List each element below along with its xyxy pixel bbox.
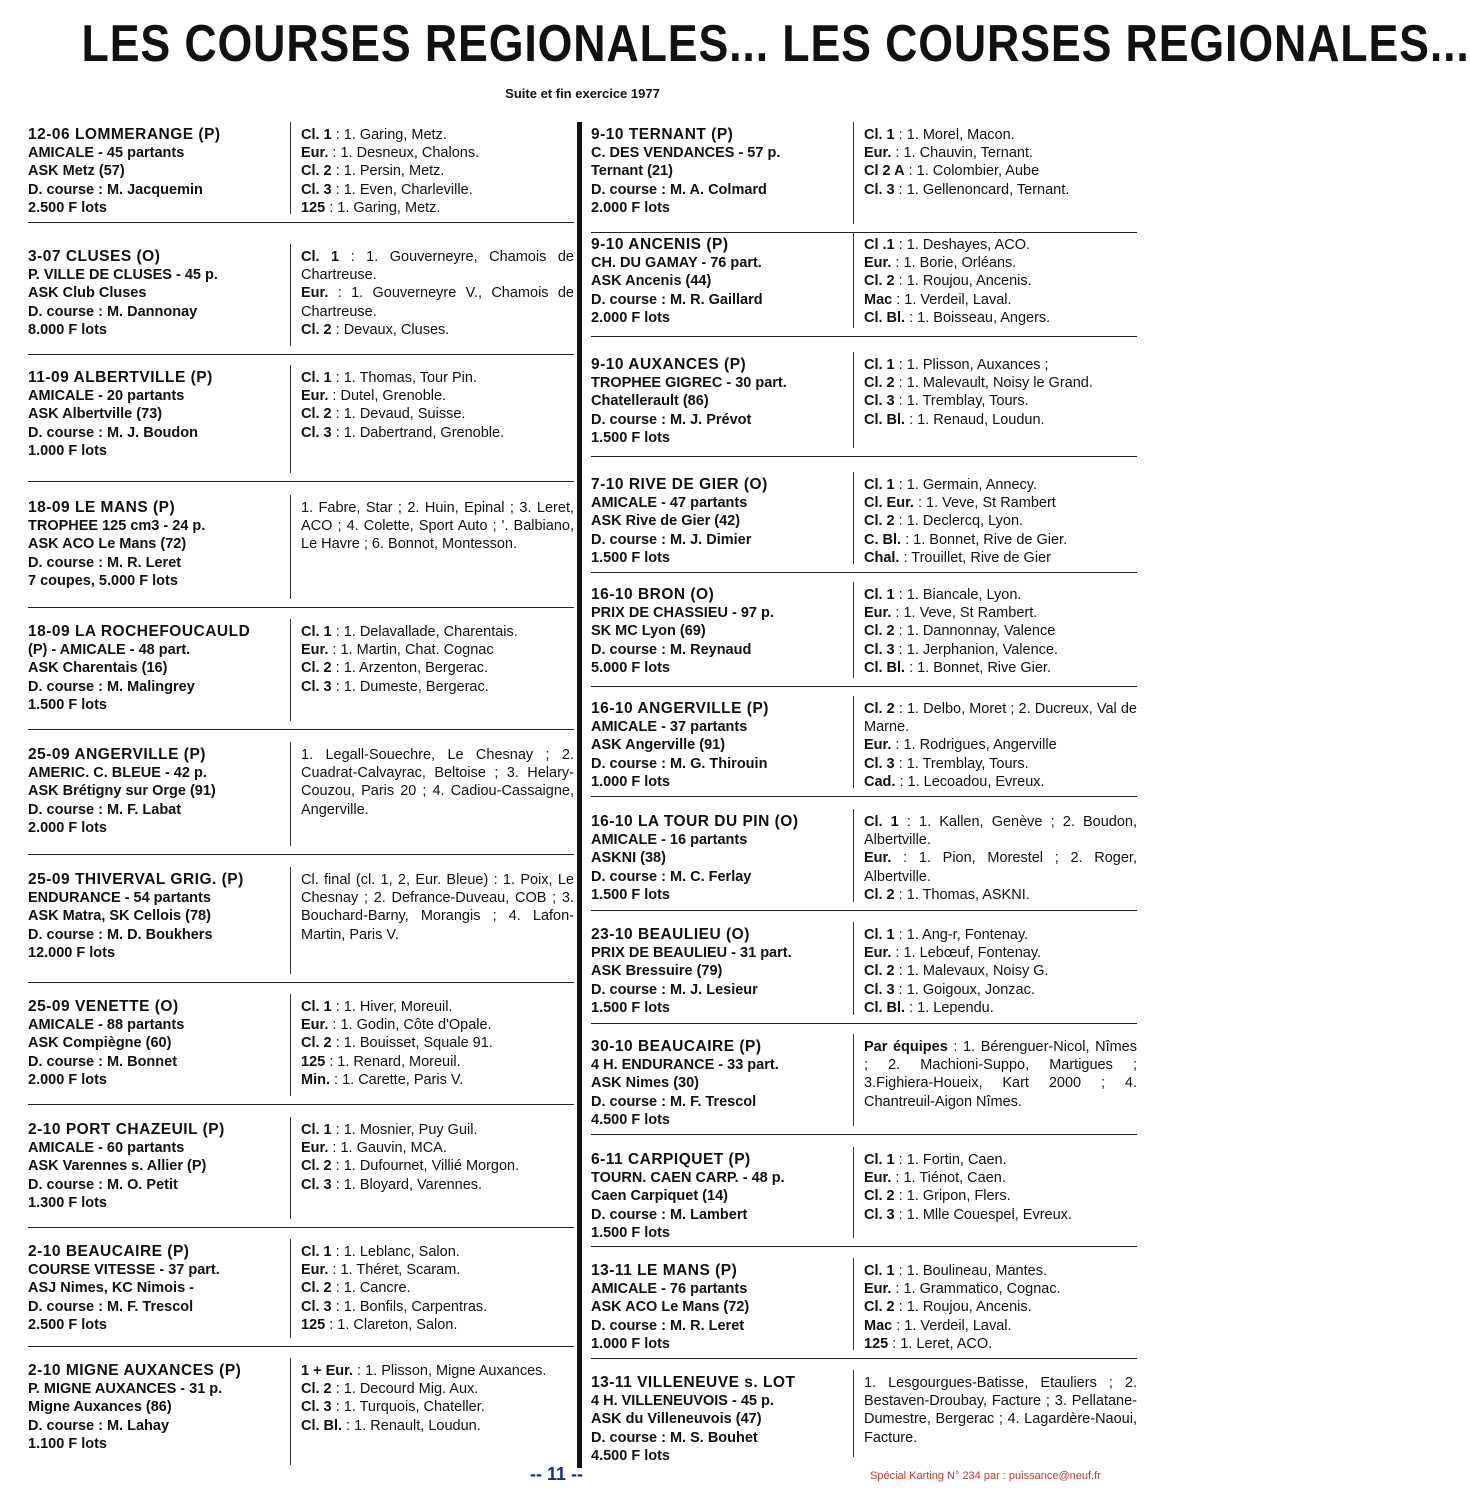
- race-info: [28, 495, 290, 607]
- race-results: Cl. 1 : 1. Germain, Annecy. Cl. Eur. : 1. Veve, St Rambert Cl. 2 : 1. Declercq, Lyon. C. Bl. : 1. Bonnet, Rive de Gier. Chal. : Trouillet, Rive de Gier: [853, 472, 1137, 564]
- race-info-line: D. course : M. R. Gaillard: [591, 291, 763, 308]
- race-info-line: SK MC Lyon (69): [591, 623, 706, 640]
- race-entry: [28, 1117, 574, 1228]
- race-info-line: AMICALE - 76 partants: [591, 1281, 748, 1298]
- race-info-line: 8.000 F lots: [28, 321, 107, 338]
- race-info-line: ASK Angerville (91): [591, 737, 726, 754]
- race-entry: [28, 742, 574, 855]
- race-results: Cl. final (cl. 1, 2, Eur. Bleue) : 1. Poix, Le Chesnay ; 2. Defrance-Duveau, COB ; 3. Bouchard-Barny, Morangis ; 4. Lafon-Martin, Paris V.: [290, 867, 574, 974]
- race-title: 25-09 THIVERVAL GRIG. (P): [28, 871, 244, 888]
- race-info-line: D. course : M. Lahay: [28, 1417, 170, 1434]
- race-info-line: 2.500 F lots: [28, 199, 107, 216]
- race-info-line: P. MIGNE AUXANCES - 31 p.: [28, 1381, 223, 1398]
- race-info-line: 2.000 F lots: [591, 309, 670, 326]
- race-info-line: D. course : M. Dannonay: [28, 303, 198, 320]
- race-title: 11-09 ALBERTVILLE (P): [28, 369, 213, 386]
- race-results: Cl. 1 : 1. Gouverneyre, Chamois de Chartreuse. Eur. : 1. Gouverneyre V., Chamois de Chartreuse. Cl. 2 : Devaux, Cluses.: [290, 244, 574, 346]
- left-column: [28, 122, 574, 1462]
- race-info: [591, 582, 853, 686]
- race-info-line: 1.500 F lots: [591, 1224, 670, 1241]
- race-info: [28, 1117, 290, 1227]
- race-results: Cl. 1 : 1. Ang-r, Fontenay. Eur. : 1. Lebœuf, Fontenay. Cl. 2 : 1. Malevaux, Noisy G. Cl. 3 : 1. Goigoux, Jonzac. Cl. Bl. : 1. Lependu.: [853, 922, 1137, 1015]
- race-info-line: TROPHEE 125 cm3 - 24 p.: [28, 518, 206, 535]
- race-info-line: AMICALE - 60 partants: [28, 1140, 185, 1157]
- race-info-line: TROPHEE GIGREC - 30 part.: [591, 375, 787, 392]
- race-info-line: 4.500 F lots: [591, 1447, 670, 1464]
- race-title: 2-10 MIGNE AUXANCES (P): [28, 1362, 242, 1379]
- race-info: [591, 1258, 853, 1358]
- footer-credit: Spécial Karting N° 234 par : puissance@neuf.fr: [870, 1470, 1101, 1482]
- race-info-line: Chatellerault (86): [591, 393, 709, 410]
- race-info: [591, 122, 853, 232]
- race-info-line: Caen Carpiquet (14): [591, 1188, 728, 1205]
- race-title: 7-10 RIVE DE GIER (O): [591, 476, 768, 493]
- race-info-line: ASK ACO Le Mans (72): [591, 1299, 750, 1316]
- race-info-line: AMICALE - 88 partants: [28, 1017, 185, 1034]
- race-title: 16-10 BRON (O): [591, 586, 715, 603]
- race-info-line: ASK Compiègne (60): [28, 1035, 172, 1052]
- race-info: [591, 1147, 853, 1246]
- race-info-line: AMICALE - 47 partants: [591, 495, 748, 512]
- race-info-line: 1.100 F lots: [28, 1435, 107, 1452]
- race-entry: [28, 994, 574, 1105]
- page-subtitle: Suite et fin exercice 1977: [505, 86, 660, 101]
- race-info-line: C. DES VENDANCES - 57 p.: [591, 145, 781, 162]
- race-entry: [591, 122, 1137, 233]
- race-title: 25-09 ANGERVILLE (P): [28, 746, 206, 763]
- race-info-line: AMICALE - 45 partants: [28, 145, 185, 162]
- race-entry: [28, 244, 574, 355]
- race-title: 23-10 BEAULIEU (O): [591, 926, 750, 943]
- column-divider: [577, 122, 582, 1468]
- race-entry: [28, 1358, 574, 1473]
- race-info: [591, 352, 853, 456]
- race-entry: [591, 809, 1137, 911]
- race-info-line: 2.000 F lots: [591, 199, 670, 216]
- race-info-line: CH. DU GAMAY - 76 part.: [591, 255, 762, 272]
- race-results: Par équipes : 1. Bérenguer-Nicol, Nîmes ; 2. Machioni-Suppo, Martigues ; 3.Fighiera-Houeix, Kart 2000 ; 4. Chantreuil-Aigon Nîmes.: [853, 1034, 1137, 1126]
- race-info: [28, 742, 290, 854]
- race-info: [28, 244, 290, 354]
- race-results: Cl. 1 : 1. Morel, Macon. Eur. : 1. Chauvin, Ternant. Cl 2 A : 1. Colombier, Aube Cl. 3 : 1. Gellenoncard, Ternant.: [853, 122, 1137, 224]
- race-title: 12-06 LOMMERANGE (P): [28, 126, 221, 143]
- race-info-line: D. course : M. J. Prévot: [591, 411, 752, 428]
- race-title: 30-10 BEAUCAIRE (P): [591, 1038, 762, 1055]
- race-info-line: 1.000 F lots: [28, 442, 107, 459]
- race-info-line: COURSE VITESSE - 37 part.: [28, 1262, 220, 1279]
- race-info-line: AMERIC. C. BLEUE - 42 p.: [28, 765, 207, 782]
- race-info: [591, 232, 853, 336]
- race-info-line: ASK du Villeneuvois (47): [591, 1411, 762, 1428]
- race-title: 2-10 BEAUCAIRE (P): [28, 1243, 190, 1260]
- race-title: 6-11 CARPIQUET (P): [591, 1151, 751, 1168]
- race-entry: [591, 352, 1137, 457]
- race-results: 1. Legall-Souechre, Le Chesnay ; 2. Cuadrat-Calvayrac, Beltoise ; 3. Helary-Couzou, Paris 20 ; 4. Cadiou-Cassaigne, Angerville.: [290, 742, 574, 846]
- race-entry: [28, 495, 574, 608]
- race-info-line: D. course : M. F. Trescol: [28, 1298, 194, 1315]
- race-info: [28, 994, 290, 1104]
- race-results: Cl. 1 : 1. Thomas, Tour Pin. Eur. : Dutel, Grenoble. Cl. 2 : 1. Devaud, Suisse. Cl. 3 : 1. Dabertrand, Grenoble.: [290, 365, 574, 473]
- race-info: [28, 1239, 290, 1346]
- race-info-line: ASK Rive de Gier (42): [591, 513, 741, 530]
- race-info: [591, 1370, 853, 1465]
- race-info-line: ASKNI (38): [591, 850, 666, 867]
- race-info-line: 7 coupes, 5.000 F lots: [28, 572, 178, 589]
- race-info-line: D. course : M. J. Lesieur: [591, 981, 758, 998]
- race-entry: [28, 867, 574, 983]
- race-info-line: ASK Albertville (73): [28, 406, 163, 423]
- race-results: Cl. 1 : 1. Plisson, Auxances ; Cl. 2 : 1. Malevault, Noisy le Grand. Cl. 3 : 1. Tremblay, Tours. Cl. Bl. : 1. Renaud, Loudun.: [853, 352, 1137, 448]
- race-results: Cl. 1 : 1. Kallen, Genève ; 2. Boudon, Albertville. Eur. : 1. Pion, Morestel ; 2. Roger, Albertville. Cl. 2 : 1. Thomas, ASKNI.: [853, 809, 1137, 902]
- race-info: [591, 809, 853, 910]
- race-info-line: D. course : M. S. Bouhet: [591, 1429, 758, 1446]
- race-info-line: D. course : M. R. Leret: [591, 1317, 745, 1334]
- race-info-line: Migne Auxances (86): [28, 1399, 172, 1416]
- race-results: Cl. 1 : 1. Boulineau, Mantes. Eur. : 1. Grammatico, Cognac. Cl. 2 : 1. Roujou, Ancenis. Mac : 1. Verdeil, Laval. 125 : 1. Leret, ACO.: [853, 1258, 1137, 1350]
- race-title: 16-10 ANGERVILLE (P): [591, 700, 769, 717]
- race-info-line: 1.000 F lots: [591, 1335, 670, 1352]
- race-info-line: AMICALE - 20 partants: [28, 388, 185, 405]
- race-info: [28, 619, 290, 729]
- race-title: 18-09 LA ROCHEFOUCAULD: [28, 623, 251, 640]
- race-title: 9-10 ANCENIS (P): [591, 236, 729, 253]
- race-info-line: AMICALE - 16 partants: [591, 832, 748, 849]
- race-info-line: 1.500 F lots: [591, 429, 670, 446]
- race-entry: [591, 582, 1137, 687]
- race-info-line: 1.500 F lots: [591, 999, 670, 1016]
- race-info-line: ASK Metz (57): [28, 163, 125, 180]
- race-results: Cl. 1 : 1. Mosnier, Puy Guil. Eur. : 1. Gauvin, MCA. Cl. 2 : 1. Dufournet, Villié Morgon. Cl. 3 : 1. Bloyard, Varennes.: [290, 1117, 574, 1219]
- race-info-line: TOURN. CAEN CARP. - 48 p.: [591, 1170, 785, 1187]
- race-info-line: ASK Varennes s. Allier (P): [28, 1158, 207, 1175]
- race-info-line: D. course : M. O. Petit: [28, 1176, 178, 1193]
- race-results: Cl. 1 : 1. Hiver, Moreuil. Eur. : 1. Godin, Côte d'Opale. Cl. 2 : 1. Bouisset, Squale 91. 125 : 1. Renard, Moreuil. Min. : 1. Carette, Paris V.: [290, 994, 574, 1096]
- race-title: 9-10 AUXANCES (P): [591, 356, 747, 373]
- race-info-line: 1.300 F lots: [28, 1194, 107, 1211]
- race-results: Cl. 1 : 1. Leblanc, Salon. Eur. : 1. Théret, Scaram. Cl. 2 : 1. Cancre. Cl. 3 : 1. Bonfils, Carpentras. 125 : 1. Clareton, Salon.: [290, 1239, 574, 1338]
- race-info-line: D. course : M. C. Ferlay: [591, 868, 752, 885]
- race-info-line: ASK Club Cluses: [28, 285, 147, 302]
- race-entry: [28, 619, 574, 730]
- race-info-line: (P) - AMICALE - 48 part.: [28, 642, 191, 659]
- race-info-line: 2.000 F lots: [28, 1071, 107, 1088]
- race-results: 1 + Eur. : 1. Plisson, Migne Auxances. Cl. 2 : 1. Decourd Mig. Aux. Cl. 3 : 1. Turquois, Chateller. Cl. Bl. : 1. Renault, Loudun.: [290, 1358, 574, 1465]
- page-title: LES COURSES REGIONALES... LES COURSES REGIONALES...: [81, 15, 1470, 73]
- race-info-line: ENDURANCE - 54 partants: [28, 890, 211, 907]
- race-results: Cl. 1 : 1. Fortin, Caen. Eur. : 1. Tiénot, Caen. Cl. 2 : 1. Gripon, Flers. Cl. 3 : 1. Mlle Couespel, Evreux.: [853, 1147, 1137, 1238]
- race-title: 13-11 VILLENEUVE s. LOT: [591, 1374, 796, 1391]
- race-info-line: ASK Nimes (30): [591, 1075, 699, 1092]
- race-info-line: 1.500 F lots: [591, 549, 670, 566]
- race-info-line: AMICALE - 37 partants: [591, 719, 748, 736]
- race-info-line: 1.500 F lots: [591, 886, 670, 903]
- race-info: [591, 922, 853, 1023]
- race-results: Cl. 1 : 1. Garing, Metz. Eur. : 1. Desneux, Chalons. Cl. 2 : 1. Persin, Metz. Cl. 3 : 1. Even, Charleville. 125 : 1. Garing, Metz.: [290, 122, 574, 214]
- race-entry: [591, 1034, 1137, 1135]
- race-info-line: P. VILLE DE CLUSES - 45 p.: [28, 267, 218, 284]
- race-info-line: 12.000 F lots: [28, 944, 116, 961]
- race-info-line: ASJ Nimes, KC Nimois -: [28, 1280, 194, 1297]
- race-results: Cl. 2 : 1. Delbo, Moret ; 2. Ducreux, Val de Marne. Eur. : 1. Rodrigues, Angerville Cl. 3 : 1. Tremblay, Tours. Cad. : 1. Lecoadou, Evreux.: [853, 696, 1137, 788]
- race-info-line: D. course : M. F. Trescol: [591, 1093, 757, 1110]
- race-info-line: 4 H. ENDURANCE - 33 part.: [591, 1057, 779, 1074]
- race-entry: [591, 232, 1137, 337]
- race-info-line: D. course : M. D. Boukhers: [28, 926, 213, 943]
- race-info-line: PRIX DE BEAULIEU - 31 part.: [591, 945, 792, 962]
- race-info-line: 2.500 F lots: [28, 1316, 107, 1333]
- race-info-line: 1.500 F lots: [28, 696, 107, 713]
- race-info-line: 4.500 F lots: [591, 1111, 670, 1128]
- race-info: [591, 472, 853, 572]
- race-entry: [591, 472, 1137, 573]
- race-info-line: 1.000 F lots: [591, 773, 670, 790]
- race-info-line: ASK Charentais (16): [28, 660, 168, 677]
- race-info: [28, 122, 290, 222]
- race-info: [28, 867, 290, 982]
- race-info-line: D. course : M. Lambert: [591, 1206, 748, 1223]
- race-info-line: PRIX DE CHASSIEU - 97 p.: [591, 605, 774, 622]
- race-results: 1. Lesgourgues-Batisse, Etauliers ; 2. Bestaven-Droubay, Facture ; 3. Pellatane-Dumestre, Bergerac ; 4. Lagardère-Naoui, Facture.: [853, 1370, 1137, 1457]
- race-entry: [591, 1147, 1137, 1247]
- race-results: 1. Fabre, Star ; 2. Huin, Epinal ; 3. Leret, ACO ; 4. Colette, Sport Auto ; '. Balbiano, Le Havre ; 6. Bonnot, Montesson.: [290, 495, 574, 599]
- race-info-line: D. course : M. A. Colmard: [591, 181, 767, 198]
- race-title: 2-10 PORT CHAZEUIL (P): [28, 1121, 225, 1138]
- race-info-line: Ternant (21): [591, 163, 673, 180]
- race-title: 16-10 LA TOUR DU PIN (O): [591, 813, 799, 830]
- race-info-line: ASK Brétigny sur Orge (91): [28, 783, 216, 800]
- page-number: -- 11 --: [530, 1464, 584, 1484]
- race-info-line: 2.000 F lots: [28, 819, 107, 836]
- race-info-line: D. course : M. G. Thirouin: [591, 755, 768, 772]
- race-info-line: D. course : M. R. Leret: [28, 554, 182, 571]
- race-entry: [28, 365, 574, 482]
- race-entry: [591, 1258, 1137, 1359]
- race-title: 3-07 CLUSES (O): [28, 248, 161, 265]
- race-info-line: D. course : M. J. Boudon: [28, 424, 198, 441]
- race-info-line: 4 H. VILLENEUVOIS - 45 p.: [591, 1393, 774, 1410]
- race-info-line: ASK Bressuire (79): [591, 963, 723, 980]
- right-column: [591, 122, 1137, 1462]
- race-entry: [591, 696, 1137, 797]
- race-info-line: D. course : M. Reynaud: [591, 641, 752, 658]
- race-info: [28, 1358, 290, 1473]
- race-title: 9-10 TERNANT (P): [591, 126, 734, 143]
- race-entry: [28, 122, 574, 223]
- race-info-line: D. course : M. Jacquemin: [28, 181, 203, 198]
- race-info-line: ASK ACO Le Mans (72): [28, 536, 187, 553]
- race-info-line: ASK Ancenis (44): [591, 273, 712, 290]
- race-info: [591, 1034, 853, 1134]
- race-info: [28, 365, 290, 481]
- race-title: 18-09 LE MANS (P): [28, 499, 176, 516]
- race-entry: [28, 1239, 574, 1347]
- race-info-line: D. course : M. Bonnet: [28, 1053, 178, 1070]
- race-results: Cl .1 : 1. Deshayes, ACO. Eur. : 1. Borie, Orléans. Cl. 2 : 1. Roujou, Ancenis. Mac : 1. Verdeil, Laval. Cl. Bl. : 1. Boisseau, Angers.: [853, 232, 1137, 328]
- race-info-line: D. course : M. F. Labat: [28, 801, 182, 818]
- race-info-line: 5.000 F lots: [591, 659, 670, 676]
- race-entry: [591, 922, 1137, 1024]
- race-info-line: ASK Matra, SK Cellois (78): [28, 908, 211, 925]
- race-entry: [591, 1370, 1137, 1465]
- race-results: Cl. 1 : 1. Delavallade, Charentais. Eur. : 1. Martin, Chat. Cognac Cl. 2 : 1. Arzenton, Bergerac. Cl. 3 : 1. Dumeste, Bergerac.: [290, 619, 574, 721]
- race-title: 25-09 VENETTE (O): [28, 998, 179, 1015]
- race-title: 13-11 LE MANS (P): [591, 1262, 738, 1279]
- race-info-line: D. course : M. J. Dimier: [591, 531, 752, 548]
- race-info-line: D. course : M. Malingrey: [28, 678, 195, 695]
- race-results: Cl. 1 : 1. Biancale, Lyon. Eur. : 1. Veve, St Rambert. Cl. 2 : 1. Dannonnay, Valence Cl. 3 : 1. Jerphanion, Valence. Cl. Bl. : 1. Bonnet, Rive Gier.: [853, 582, 1137, 678]
- race-info: [591, 696, 853, 796]
